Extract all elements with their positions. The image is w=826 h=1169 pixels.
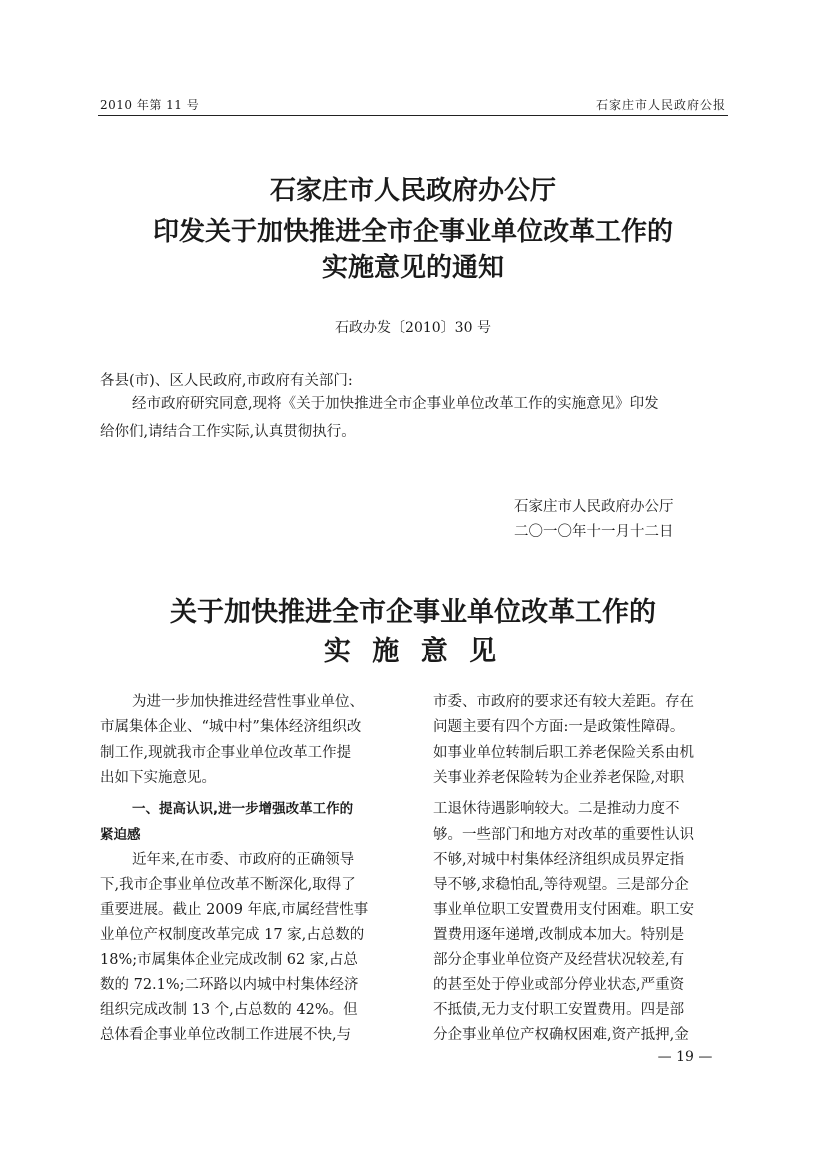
publication-name: 石家庄市人民政府公报: [595, 98, 726, 112]
right-column-line: 市委、市政府的要求还有较大差距。存在: [433, 694, 694, 710]
right-column-line: 工退休待遇影响较大。二是推动力度不: [433, 801, 680, 817]
left-column-line: 制工作,现就我市企事业单位改革工作提: [100, 745, 352, 761]
left-column-line: 为进一步加快推进经营性事业单位、: [132, 694, 364, 710]
document-number: 石政办发〔2010〕30 号: [335, 320, 491, 336]
notice-title-line-1: 石家庄市人民政府办公厅: [269, 176, 556, 206]
right-column-line: 事业单位职工安置费用支付困难。职工安: [433, 902, 694, 918]
page-number: — 19 —: [657, 1049, 713, 1065]
left-column-line: 业单位产权制度改革完成 17 家,占总数的: [100, 927, 365, 943]
signature-organization: 石家庄市人民政府办公厅: [514, 499, 674, 515]
header-divider: [98, 115, 728, 116]
right-column-line: 不够,对城中村集体经济组织成员界定指: [433, 852, 685, 868]
notice-body-line-1: 经市政府研究同意,现将《关于加快推进全市企事业单位改革工作的实施意见》印发: [132, 396, 659, 412]
left-column-line: 出如下实施意见。: [100, 770, 216, 786]
left-column-line: 数的 72.1%;二环路以内城中村集体经济: [100, 977, 359, 993]
right-column-line: 置费用逐年递增,改制成本加大。特别是: [433, 927, 685, 943]
right-column-line: 导不够,求稳怕乱,等待观望。三是部分企: [433, 877, 689, 893]
notice-title-line-2: 印发关于加快推进全市企事业单位改革工作的: [152, 217, 673, 247]
right-column-line: 不抵债,无力支付职工安置费用。四是部: [433, 1002, 685, 1018]
notice-title-line-3: 实施意见的通知: [321, 253, 504, 283]
left-column-line: 重要进展。截止 2009 年底,市属经营性事: [100, 902, 369, 918]
issue-number: 2010 年第 11 号: [100, 98, 200, 112]
right-column-line: 如事业单位转制后职工养老保险关系由机: [433, 745, 694, 761]
left-column-line: 组织完成改制 13 个,占总数的 42%。但: [100, 1002, 358, 1018]
section-heading: 一、提高认识,进一步增强改革工作的: [132, 801, 354, 817]
right-column-line: 的甚至处于停业或部分停业状态,严重资: [433, 977, 685, 993]
right-column-line: 分企事业单位产权确权困难,资产抵押,金: [433, 1027, 689, 1043]
opinion-title-line-2: 实 施 意 见: [323, 636, 503, 667]
section-heading-continued: 紧迫感: [100, 827, 141, 843]
notice-body-line-2: 给你们,请结合工作实际,认真贯彻执行。: [100, 424, 356, 440]
signature-date: 二〇一〇年十一月十二日: [514, 524, 674, 540]
left-column-line: 下,我市企事业单位改革不断深化,取得了: [100, 877, 356, 893]
right-column-line: 够。一些部门和地方对改革的重要性认识: [433, 827, 694, 843]
right-column-line: 问题主要有四个方面:一是政策性障碍。: [433, 719, 685, 735]
right-column-line: 关事业养老保险转为企业养老保险,对职: [433, 770, 685, 786]
opinion-title-line-1: 关于加快推进全市企事业单位改革工作的: [170, 597, 656, 628]
left-column-line: 市属集体企业、“城中村”集体经济组织改: [100, 719, 362, 735]
left-column-line: 总体看企事业单位改制工作进展不快,与: [100, 1027, 352, 1043]
salutation: 各县(市)、区人民政府,市政府有关部门:: [100, 373, 353, 389]
right-column-line: 部分企事业单位资产及经营状况较差,有: [433, 952, 685, 968]
left-column-line: 18%;市属集体企业完成改制 62 家,占总: [100, 952, 358, 968]
left-column-line: 近年来,在市委、市政府的正确领导: [132, 852, 355, 868]
